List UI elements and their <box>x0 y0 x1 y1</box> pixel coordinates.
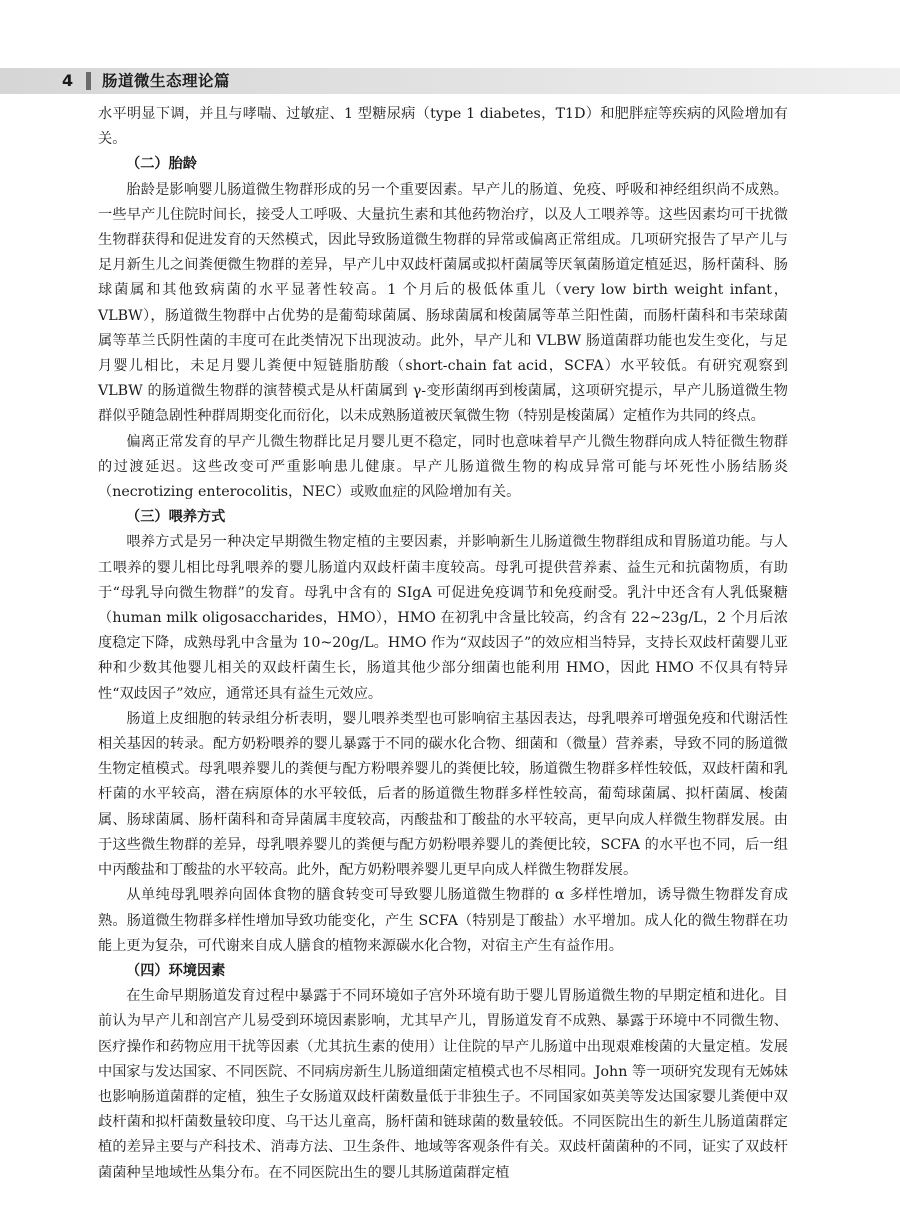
section-heading-feeding-mode: （三）喂养方式 <box>126 509 226 526</box>
section-heading-gestational-age: （二）胎龄 <box>126 156 197 173</box>
page-number: 4 <box>62 71 74 90</box>
paragraph: 偏离正常发育的早产儿微生物群比足月婴儿更不稳定，同时也意味着早产儿微生物群向成人特征微生物群的过渡延迟。这些改变可严重影响患儿健康。早产儿肠道微生物的构成异常可能与坏死性小肠结肠炎（necrotizing enterocolitis，NEC）或败血症的风险增加有关。 <box>98 433 788 501</box>
header-separator <box>86 72 91 90</box>
paragraph: 肠道上皮细胞的转录组分析表明，婴儿喂养类型也可影响宿主基因表达，母乳喂养可增强免疫和代谢活性相关基因的转录。配方奶粉喂养的婴儿暴露于不同的碳水化合物、细菌和（微量）营养素，导致不同的肠道微生物定植模式。母乳喂养婴儿的粪便与配方粉喂养婴儿的粪便比较，肠道微生物群多样性较低，双歧杆菌和乳杆菌的水平较高，潜在病原体的水平较低，后者的肠道微生物群多样性较高，葡萄球菌属、拟杆菌属、梭菌属、肠球菌属、肠杆菌科和奇异菌属丰度较高，丙酸盐和丁酸盐的水平较高，更早向成人样微生物群发展。由于这些微生物群的差异，母乳喂养婴儿的粪便与配方奶粉喂养婴儿的粪便比较，SCFA 的水平也不同，后一组中丙酸盐和丁酸盐的水平较高。此外，配方奶粉喂养婴儿更早向成人样微生物群发展。 <box>98 710 788 879</box>
running-title: 肠道微生态理论篇 <box>102 72 231 90</box>
body-text <box>98 102 788 1186</box>
paragraph: 在生命早期肠道发育过程中暴露于不同环境如子宫外环境有助于婴儿胃肠道微生物的早期定植和进化。目前认为早产儿和剖宫产儿易受到环境因素影响，尤其早产儿，胃肠道发育不成熟、暴露于环境中不同微生物、医疗操作和药物应用干扰等因素（尤其抗生素的使用）让住院的早产儿肠道中出现艰难梭菌的大量定植。发展中国家与发达国家、不同医院、不同病房新生儿肠道细菌定植模式也不尽相同。John 等一项研究发现有无姊妹也影响肠道菌群的定植，独生子女肠道双歧杆菌数量低于非独生子。不同国家如英美等发达国家婴儿粪便中双歧杆菌和拟杆菌数量较印度、乌干达儿童高，肠杆菌和链球菌的数量较低。不同医院出生的新生儿肠道菌群定植的差异主要与产科技术、消毒方法、卫生条件、地域等客观条件有关。双歧杆菌菌种的不同，证实了双歧杆菌菌种呈地域性丛集分布。在不同医院出生的婴儿其肠道菌群定植 <box>98 988 788 1181</box>
paragraph: 从单纯母乳喂养向固体食物的膳食转变可导致婴儿肠道微生物群的 α 多样性增加，诱导微生物群发育成熟。肠道微生物群多样性增加导致功能变化，产生 SCFA（特别是丁酸盐）水平增加。成人化的微生物群在功能上更为复杂，可代谢来自成人膳食的植物来源碳水化合物，对宿主产生有益作用。 <box>98 887 788 954</box>
paragraph: 胎龄是影响婴儿肠道微生物群形成的另一个重要因素。早产儿的肠道、免疫、呼吸和神经组织尚不成熟。一些早产儿住院时间长，接受人工呼吸、大量抗生素和其他药物治疗，以及人工喂养等。这些因素均可干扰微生物群获得和促进发育的天然模式，因此导致肠道微生物群的异常或偏离正常组成。几项研究报告了早产儿与足月新生儿之间粪便微生物群的差异，早产儿中双歧杆菌属或拟杆菌属等厌氧菌肠道定植延迟，肠杆菌科、肠球菌属和其他致病菌的水平显著性较高。1 个月后的极低体重儿（very low birth weight infant，VLBW），肠道微生物群中占优势的是葡萄球菌属、肠球菌属和梭菌属等革兰阳性菌，而肠杆菌科和韦荣球菌属等革兰氏阴性菌的丰度可在此类情况下出现波动。此外，早产儿和 VLBW 肠道菌群功能也发生变化，与足月婴儿相比，未足月婴儿粪便中短链脂肪酸（short-chain fat acid，SCFA）水平较低。有研究观察到 VLBW 的肠道微生物群的演替模式是从杆菌属到 γ-变形菌纲再到梭菌属，这项研究提示，早产儿肠道微生物群似乎随急剧性种群周期变化而衍化，以未成熟肠道被厌氧微生物（特别是梭菌属）定植作为共同的终点。 <box>98 181 788 425</box>
section-heading-environment: （四）环境因素 <box>126 962 226 979</box>
paragraph-continued: 水平明显下调，并且与哮喘、过敏症、1 型糖尿病（type 1 diabetes，T1D）和肥胖症等疾病的风险增加有关。 <box>98 106 788 148</box>
paragraph: 喂养方式是另一种决定早期微生物定植的主要因素，并影响新生儿肠道微生物群组成和胃肠道功能。与人工喂养的婴儿相比母乳喂养的婴儿肠道内双歧杆菌丰度较高。母乳可提供营养素、益生元和抗菌物质，有助于“母乳导向微生物群”的发育。母乳中含有的 SIgA 可促进免疫调节和免疫耐受。乳汁中还含有人乳低聚糖（human milk oligosaccharides，HMO），HMO 在初乳中含量比较高，约含有 22~23g/L，2 个月后浓度稳定下降，成熟母乳中含量为 10~20g/L。HMO 作为“双歧因子”的效应相当特异，支持长双歧杆菌婴儿亚种和少数其他婴儿相关的双歧杆菌生长，肠道其他少部分细菌也能利用 HMO，因此 HMO 不仅具有特异性“双歧因子”效应，通常还具有益生元效应。 <box>98 534 788 702</box>
